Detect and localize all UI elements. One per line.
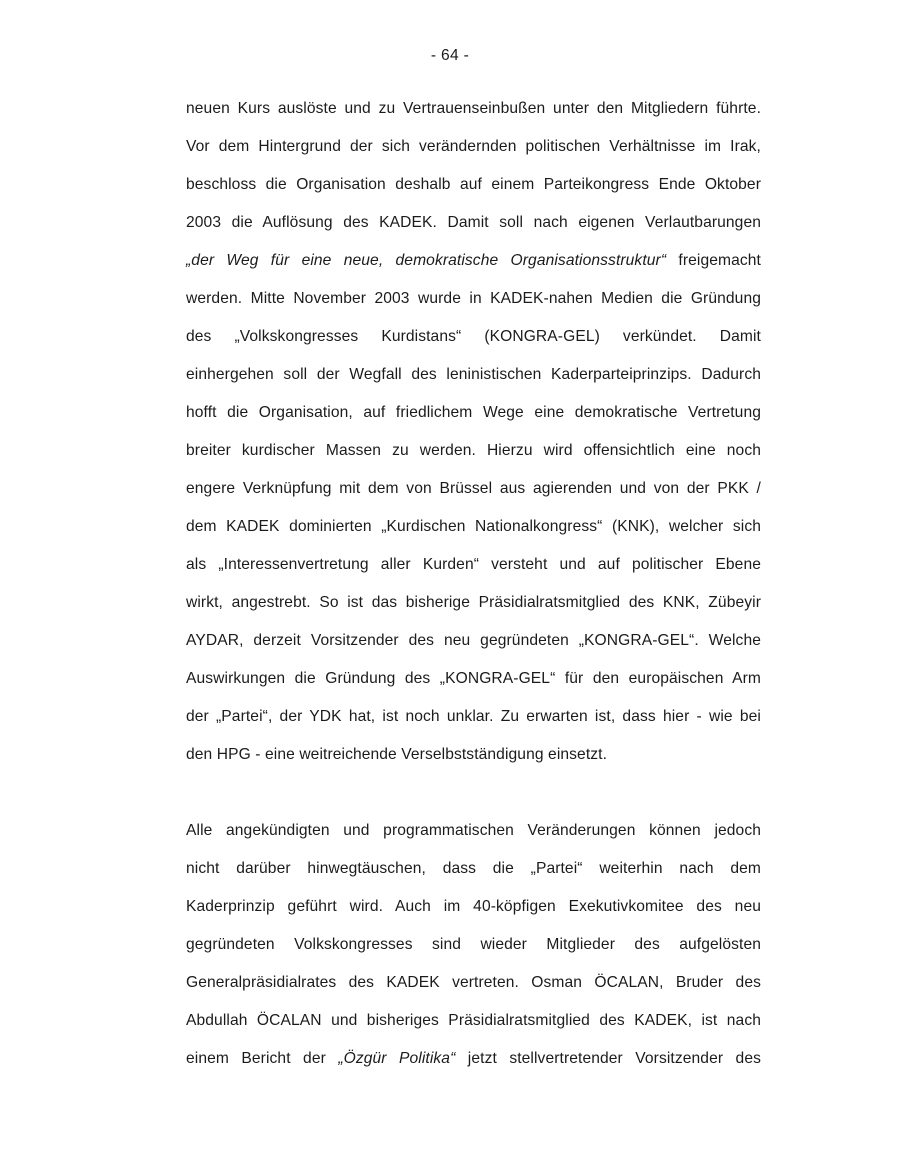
text-line — [186, 1002, 761, 1040]
text-segment: hofft die Organisation, auf friedlichem Wege eine demokratische Vertretung — [186, 404, 761, 421]
text-segment: Kaderprinzip geführt wird. Auch im 40-köpfigen Exekutivkomitee des neu — [186, 898, 761, 915]
text-line — [186, 812, 761, 850]
text-segment: dem KADEK dominierten „Kurdischen Nationalkongress“ (KNK), welcher sich — [186, 518, 761, 535]
text-line — [186, 964, 761, 1002]
text-segment: wirkt, angestrebt. So ist das bisherige Präsidialratsmitglied des KNK, Zübeyir — [186, 594, 761, 611]
text-line — [186, 280, 761, 318]
text-line — [186, 204, 761, 242]
text-line — [186, 394, 761, 432]
text-segment: Generalpräsidialrates des KADEK vertreten. Osman ÖCALAN, Bruder des — [186, 974, 761, 991]
text-segment: breiter kurdischer Massen zu werden. Hierzu wird offensichtlich eine noch — [186, 442, 761, 459]
text-segment: nicht darüber hinwegtäuschen, dass die „Partei“ weiterhin nach dem — [186, 860, 761, 877]
text-segment: werden. Mitte November 2003 wurde in KADEK-nahen Medien die Gründung — [186, 290, 761, 307]
text-line — [186, 584, 761, 622]
text-line — [186, 926, 761, 964]
text-segment: „Özgür Politika“ — [338, 1050, 456, 1067]
text-segment: Vor dem Hintergrund der sich verändernden politischen Verhältnisse im Irak, — [186, 138, 761, 155]
text-segment: einhergehen soll der Wegfall des leninistischen Kaderparteiprinzips. Dadurch — [186, 366, 761, 383]
page-number: - 64 - — [430, 47, 470, 64]
text-segment: neuen Kurs auslöste und zu Vertrauenseinbußen unter den Mitgliedern führte. — [186, 100, 761, 117]
paragraph — [186, 812, 761, 1078]
text-segment: beschloss die Organisation deshalb auf einem Parteikongress Ende Oktober — [186, 176, 761, 193]
document-body — [186, 90, 761, 1078]
text-line — [186, 850, 761, 888]
text-segment: engere Verknüpfung mit dem von Brüssel aus agierenden und von der PKK / — [186, 480, 761, 497]
text-segment: „der Weg für eine neue, demokratische Organisationsstruktur“ — [186, 252, 667, 269]
text-line — [186, 90, 761, 128]
text-line — [186, 546, 761, 584]
text-segment: einem Bericht der — [186, 1050, 339, 1067]
text-segment: Auswirkungen die Gründung des „KONGRA-GEL“ für den europäischen Arm — [186, 670, 761, 687]
text-line — [186, 660, 761, 698]
text-line — [186, 242, 761, 280]
text-line — [186, 432, 761, 470]
text-segment: Abdullah ÖCALAN und bisheriges Präsidialratsmitglied des KADEK, ist nach — [186, 1012, 761, 1029]
text-line — [186, 508, 761, 546]
text-segment: als „Interessenvertretung aller Kurden“ versteht und auf politischer Ebene — [186, 556, 761, 573]
text-segment: des „Volkskongresses Kurdistans“ (KONGRA-GEL) verkündet. Damit — [186, 328, 761, 345]
text-segment: AYDAR, derzeit Vorsitzender des neu gegründeten „KONGRA-GEL“. Welche — [186, 632, 761, 649]
text-line — [186, 622, 761, 660]
text-segment: gegründeten Volkskongresses sind wieder Mitglieder des aufgelösten — [186, 936, 761, 953]
text-segment: der „Partei“, der YDK hat, ist noch unklar. Zu erwarten ist, dass hier - wie bei — [186, 708, 761, 725]
text-line — [186, 470, 761, 508]
text-line — [186, 318, 761, 356]
text-line — [186, 736, 761, 774]
text-line — [186, 356, 761, 394]
paragraph — [186, 90, 761, 774]
text-line — [186, 1040, 761, 1078]
text-line — [186, 166, 761, 204]
text-segment: Alle angekündigten und programmatischen Veränderungen können jedoch — [186, 822, 761, 839]
text-segment: den HPG - eine weitreichende Verselbstständigung einsetzt. — [186, 746, 608, 763]
text-line — [186, 128, 761, 166]
text-segment: freigemacht — [666, 252, 761, 269]
text-segment: 2003 die Auflösung des KADEK. Damit soll nach eigenen Verlautbarungen — [186, 214, 761, 231]
text-line — [186, 698, 761, 736]
text-line — [186, 888, 761, 926]
text-segment: jetzt stellvertretender Vorsitzender des — [455, 1050, 761, 1067]
